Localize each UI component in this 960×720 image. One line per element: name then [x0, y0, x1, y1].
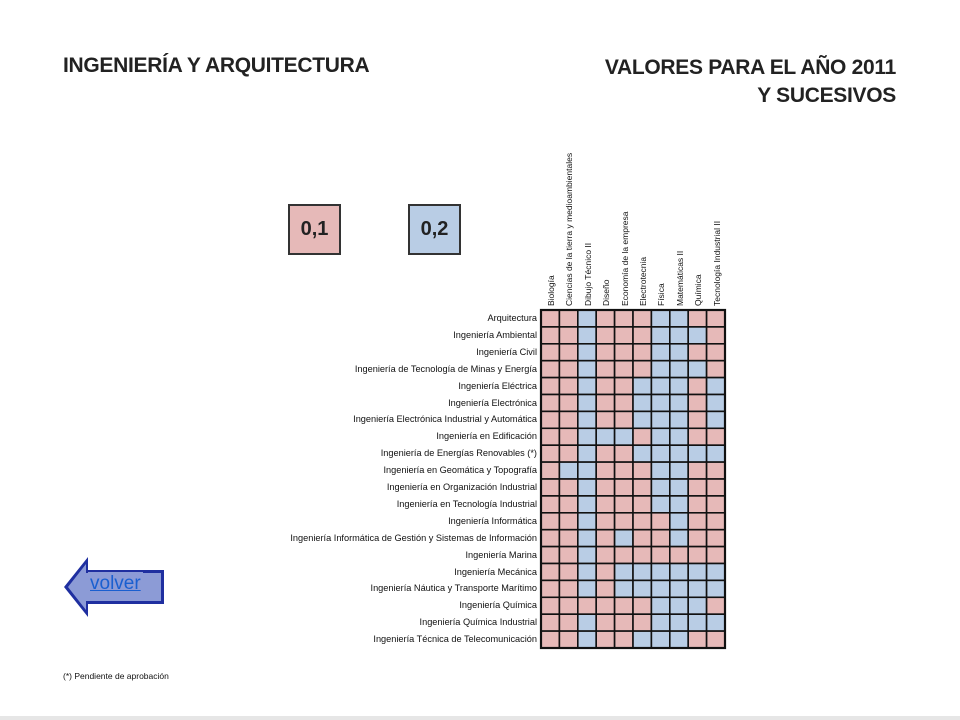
grid-cell: [578, 411, 596, 428]
grid-cell: [633, 395, 651, 412]
grid-cell: [707, 547, 725, 564]
grid-cell: [651, 378, 669, 395]
grid-cell: [596, 547, 614, 564]
grid-cell: [541, 395, 559, 412]
grid-cell: [707, 564, 725, 581]
grid-cell: [633, 597, 651, 614]
row-label: Arquitectura: [487, 313, 537, 323]
row-label: Ingeniería Técnica de Telecomunicación: [373, 634, 537, 645]
grid-cell: [541, 631, 559, 648]
grid-cell: [688, 428, 706, 445]
grid-cell: [559, 547, 577, 564]
grid-cell: [578, 327, 596, 344]
grid-cell: [670, 462, 688, 479]
grid-cell: [670, 344, 688, 361]
grid-cell: [651, 479, 669, 496]
grid-cell: [541, 428, 559, 445]
grid-cell: [707, 614, 725, 631]
grid-cell: [707, 445, 725, 462]
grid-cell: [651, 530, 669, 547]
grid-cell: [633, 445, 651, 462]
grid-cell: [559, 513, 577, 530]
grid-cell: [670, 564, 688, 581]
grid-cell: [615, 631, 633, 648]
grid-cell: [707, 580, 725, 597]
grid-cell: [633, 496, 651, 513]
grid-cell: [688, 378, 706, 395]
grid-cell: [559, 462, 577, 479]
grid-cell: [615, 411, 633, 428]
grid-cell: [707, 530, 725, 547]
grid-cell: [559, 327, 577, 344]
row-label: Ingeniería Electrónica Industrial y Automática: [353, 414, 537, 425]
grid-cell: [596, 479, 614, 496]
row-label: Ingeniería Química: [459, 600, 537, 611]
grid-cell: [559, 631, 577, 648]
grid-cell: [541, 361, 559, 378]
grid-cell: [651, 631, 669, 648]
grid-cell: [559, 344, 577, 361]
row-label: Ingeniería Civil: [476, 346, 537, 357]
grid-cell: [615, 395, 633, 412]
grid-cell: [559, 411, 577, 428]
row-label: Ingeniería de Energías Renovables (*): [380, 448, 537, 459]
grid-cell: [541, 327, 559, 344]
grid-cell: [559, 445, 577, 462]
grid-cell: [615, 361, 633, 378]
grid-cell: [559, 530, 577, 547]
grid-cell: [615, 445, 633, 462]
grid-cell: [707, 513, 725, 530]
grid-cell: [688, 411, 706, 428]
grid-cell: [578, 378, 596, 395]
grid-cell: [615, 513, 633, 530]
grid-cell: [707, 344, 725, 361]
grid-cell: [633, 411, 651, 428]
grid-cell: [670, 310, 688, 327]
grid-cell: [559, 361, 577, 378]
grid-cell: [578, 614, 596, 631]
grid-cell: [596, 378, 614, 395]
grid-cell: [670, 411, 688, 428]
grid-cell: [707, 631, 725, 648]
grid-cell: [688, 530, 706, 547]
row-label: Ingeniería Eléctrica: [458, 380, 537, 391]
grid-cell: [651, 513, 669, 530]
grid-cell: [559, 378, 577, 395]
grid-cell: [615, 327, 633, 344]
grid-cell: [670, 547, 688, 564]
grid-cell: [596, 310, 614, 327]
grid-cell: [578, 564, 596, 581]
grid-cell: [688, 344, 706, 361]
grid-cell: [615, 479, 633, 496]
grid-cell: [707, 597, 725, 614]
grid-cell: [688, 479, 706, 496]
grid-cell: [615, 580, 633, 597]
grid-cell: [615, 564, 633, 581]
grid-cell: [633, 530, 651, 547]
grid-cell: [541, 344, 559, 361]
grid-cell: [707, 327, 725, 344]
grid-cell: [633, 547, 651, 564]
grid-cell: [651, 428, 669, 445]
grid-cell: [559, 564, 577, 581]
grid-cell: [578, 530, 596, 547]
grid-cell: [541, 496, 559, 513]
legend-value-0-2: 0,2: [408, 204, 461, 255]
grid-cell: [633, 580, 651, 597]
grid-cell: [633, 614, 651, 631]
grid-cell: [596, 513, 614, 530]
grid-cell: [688, 445, 706, 462]
grid-cell: [651, 462, 669, 479]
row-label: Ingeniería Náutica y Transporte Marítimo: [370, 583, 537, 594]
grid-cell: [707, 310, 725, 327]
grid-cell: [596, 496, 614, 513]
row-label: Ingeniería Informática de Gestión y Sistemas de Información: [290, 532, 537, 543]
row-label: Ingeniería Ambiental: [453, 329, 537, 340]
grid-cell: [541, 479, 559, 496]
grid-cell: [688, 310, 706, 327]
grid-cell: [670, 597, 688, 614]
grid-cell: [651, 580, 669, 597]
grid-cell: [651, 547, 669, 564]
row-label: Ingeniería en Edificación: [436, 431, 537, 442]
row-label: Ingeniería Mecánica: [454, 566, 537, 577]
grid-cell: [633, 513, 651, 530]
grid-cell: [541, 513, 559, 530]
grid-cell: [633, 344, 651, 361]
grid-cell: [559, 496, 577, 513]
grid-cell: [651, 361, 669, 378]
grid-cell: [651, 395, 669, 412]
subtitle-line-1: VALORES PARA EL AÑO 2011: [604, 56, 896, 79]
grid-cell: [615, 378, 633, 395]
grid-cell: [541, 310, 559, 327]
back-button[interactable]: [64, 557, 166, 617]
grid-cell: [688, 462, 706, 479]
grid-cell: [559, 479, 577, 496]
grid-cell: [559, 395, 577, 412]
grid-cell: [615, 530, 633, 547]
grid-cell: [559, 310, 577, 327]
grid-cell: [541, 445, 559, 462]
grid-cell: [615, 547, 633, 564]
weighting-grid: [539, 308, 731, 652]
grid-cell: [541, 378, 559, 395]
grid-cell: [688, 395, 706, 412]
grid-cell: [670, 530, 688, 547]
grid-cell: [670, 361, 688, 378]
legend-value-0-1: 0,1: [288, 204, 341, 255]
grid-cell: [596, 445, 614, 462]
grid-cell: [651, 564, 669, 581]
grid-cell: [651, 445, 669, 462]
row-label: Ingeniería Marina: [465, 549, 537, 560]
grid-cell: [670, 378, 688, 395]
grid-cell: [578, 496, 596, 513]
column-headers: Biología Ciencias de la tierra y medioambientales Dibujo Técnico II Diseño Economía de la empresa Electrotecnia Física Matemáticas II Química Tecnología Industrial II: [546, 152, 722, 306]
grid-cell: [707, 411, 725, 428]
grid-cell: [633, 361, 651, 378]
grid-cell: [707, 428, 725, 445]
grid-cell: [707, 479, 725, 496]
grid-cell: [578, 479, 596, 496]
grid-cell: [615, 428, 633, 445]
grid-cell: [615, 462, 633, 479]
grid-cell: [578, 395, 596, 412]
grid-cell: [596, 462, 614, 479]
grid-cell: [578, 597, 596, 614]
grid-cell: [670, 445, 688, 462]
grid-cell: [633, 564, 651, 581]
grid-cell: [559, 614, 577, 631]
grid-cell: [651, 614, 669, 631]
grid-cell: [633, 428, 651, 445]
grid-cell: [633, 327, 651, 344]
grid-cell: [615, 310, 633, 327]
grid-cell: [541, 597, 559, 614]
grid-cell: [670, 496, 688, 513]
grid-cell: [688, 580, 706, 597]
grid-cell: [670, 327, 688, 344]
row-label: Ingeniería Electrónica: [448, 397, 537, 408]
grid-cell: [633, 378, 651, 395]
grid-cell: [707, 496, 725, 513]
row-label: Ingeniería en Tecnología Industrial: [396, 498, 537, 509]
grid-cell: [615, 614, 633, 631]
grid-cell: [578, 631, 596, 648]
row-label: Ingeniería en Geomática y Topografía: [383, 465, 537, 476]
grid-cell: [578, 513, 596, 530]
grid-cell: [541, 580, 559, 597]
grid-cell: [559, 597, 577, 614]
grid-cell: [633, 310, 651, 327]
grid-cell: [578, 361, 596, 378]
grid-cell: [596, 395, 614, 412]
grid-cell: [707, 361, 725, 378]
grid-cell: [559, 580, 577, 597]
grid-cell: [596, 327, 614, 344]
grid-cell: [596, 428, 614, 445]
grid-cell: [541, 614, 559, 631]
grid-cell: [688, 513, 706, 530]
row-label: Ingeniería Informática: [448, 515, 537, 526]
grid-cell: [578, 580, 596, 597]
grid-cell: [670, 513, 688, 530]
page-title: INGENIERÍA Y ARQUITECTURA: [63, 54, 370, 77]
grid-cell: [615, 496, 633, 513]
grid-cell: [559, 428, 577, 445]
footnote: (*) Pendiente de aprobación: [63, 671, 169, 681]
grid-cell: [651, 344, 669, 361]
grid-cell: [578, 310, 596, 327]
row-label: Ingeniería en Organización Industrial: [386, 482, 537, 492]
grid-cell: [688, 564, 706, 581]
subtitle-line-2: Y SUCESIVOS: [757, 84, 896, 107]
grid-cell: [688, 631, 706, 648]
grid-cell: [651, 327, 669, 344]
grid-cell: [596, 344, 614, 361]
grid-cell: [578, 462, 596, 479]
grid-cell: [688, 547, 706, 564]
grid-cell: [596, 580, 614, 597]
grid-cell: [578, 428, 596, 445]
grid-cell: [670, 395, 688, 412]
grid-cell: [707, 395, 725, 412]
grid-cell: [633, 479, 651, 496]
grid-cell: [615, 597, 633, 614]
grid-cell: [688, 327, 706, 344]
back-link-label[interactable]: volver: [90, 573, 141, 594]
grid-cell: [651, 411, 669, 428]
grid-cell: [596, 614, 614, 631]
grid-cell: [651, 310, 669, 327]
grid-cell: [651, 496, 669, 513]
grid-cell: [578, 445, 596, 462]
row-label: Ingeniería de Tecnología de Minas y Energía: [354, 363, 537, 374]
grid-cell: [615, 344, 633, 361]
grid-cell: [578, 344, 596, 361]
grid-cell: [670, 580, 688, 597]
grid-cell: [670, 428, 688, 445]
grid-cell: [688, 597, 706, 614]
grid-cell: [596, 631, 614, 648]
grid-cell: [670, 479, 688, 496]
grid-cell: [578, 547, 596, 564]
grid-cell: [688, 496, 706, 513]
grid-cell: [633, 462, 651, 479]
grid-cell: [596, 361, 614, 378]
grid-cell: [541, 547, 559, 564]
grid-cell: [596, 564, 614, 581]
grid-cell: [596, 530, 614, 547]
grid-cell: [651, 597, 669, 614]
grid-cell: [541, 564, 559, 581]
grid-cell: [541, 462, 559, 479]
grid-cell: [707, 378, 725, 395]
grid-cell: [707, 462, 725, 479]
row-label: Ingeniería Química Industrial: [419, 617, 537, 628]
grid-cell: [688, 361, 706, 378]
grid-cell: [596, 597, 614, 614]
grid-cell: [541, 530, 559, 547]
grid-cell: [670, 614, 688, 631]
grid-cell: [596, 411, 614, 428]
grid-cell: [633, 631, 651, 648]
grid-cell: [670, 631, 688, 648]
grid-cell: [541, 411, 559, 428]
grid-cell: [688, 614, 706, 631]
